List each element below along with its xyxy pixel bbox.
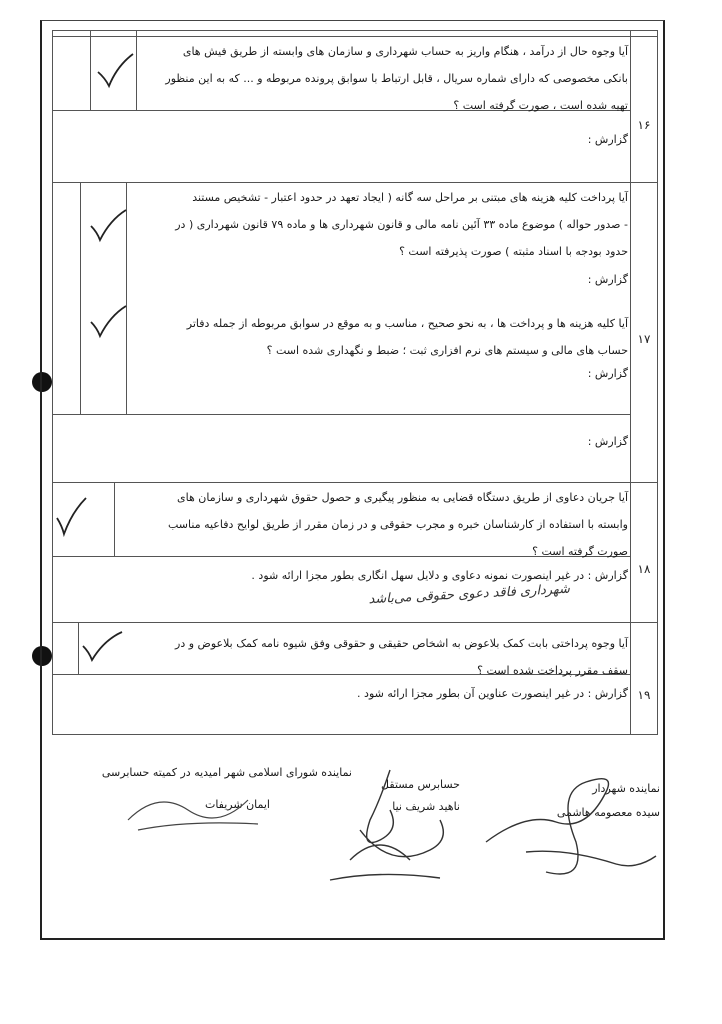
signatory-title: حسابرس مستقل [381,778,460,791]
question-text: آیا وجوه پرداختی بابت کمک بلاعوض به اشخاص حقیقی و حقوقی وفق شیوه نامه کمک بلاعوض و در سقف مقرر پرداخت شده است ؟ [175,637,628,677]
checkmark-icon [54,496,88,536]
report-label: گزارش : [587,367,628,380]
signature-mayor-rep [466,752,666,892]
question-text: آیا کلیه هزینه ها و پرداخت ها ، به نحو صحیح ، مناسب و به موقع در سوابق مربوطه از جمله دفاتر حساب های مالی و سیستم های نرم افزاری ثبت ؛ ضبط و نگهداری شده است ؟ [186,317,628,357]
row-number: ۱۶ [637,118,651,132]
report-label: گزارش : [587,273,628,286]
row-number: ۱۹ [637,688,651,702]
report-label: گزارش : [587,133,628,146]
report-label: گزارش : در غیر اینصورت عناوین آن بطور مجزا ارائه شود . [357,687,628,700]
report-label: گزارش : در غیر اینصورت نمونه دعاوی و دلایل سهل انگاری بطور مجزا ارائه شود . [251,569,628,582]
checkmark-icon [80,630,124,662]
signatory-name: ناهید شریف نیا [392,800,460,813]
row-number: ۱۸ [637,562,651,576]
checkmark-icon [88,304,128,340]
checkmark-icon [88,208,128,244]
signatory-name: سیده معصومه هاشمی [556,806,660,819]
report-label: گزارش : [587,435,628,448]
question-text: آیا وجوه حال از درآمد ، هنگام واریز به حساب شهرداری و سازمان های وابسته از طریق فیش های بانکی مخصوصی که دارای شماره سریال ، قابل ارتباط با سوابق پرونده مربوطه و ... که به این منظور تهیه شده است ، صورت گرفته است ؟ [165,45,628,112]
row-number: ۱۷ [637,332,651,346]
signatory-title: نماینده شهردار [592,782,660,795]
checkmark-icon [95,52,135,92]
signatory-name: ایمان شریفات [204,798,270,811]
signatory-title: نماینده شورای اسلامی شهر امیدیه در کمیته حسابرسی [101,766,352,779]
signature-auditor [320,760,460,890]
question-text: آیا پرداخت کلیه هزینه های مبتنی بر مراحل سه گانه ( ایجاد تعهد در حدود اعتبار - تشخیص مستند - صدور حواله ) موضوع ماده ۳۳ آئین نامه مالی و قانون شهرداری ها و ماده ۷۹ قانون شهرداری ( در حدود بودجه با اسناد مثبته ) صورت پذیرفته است ؟ [175,191,628,258]
signature-council-rep [118,780,268,840]
handwritten-note: شهرداری فاقد دعوی حقوقی می‌باشد [368,581,571,608]
question-text: آیا جریان دعاوی از طریق دستگاه قضایی به منظور پیگیری و حصول حقوق شهرداری و سازمان های وابسته با استفاده از کارشناسان خبره و مجرب حقوقی و در زمان مقرر از طریق لوایح دفاعیه مناسب صورت گرفته است ؟ [168,491,628,558]
